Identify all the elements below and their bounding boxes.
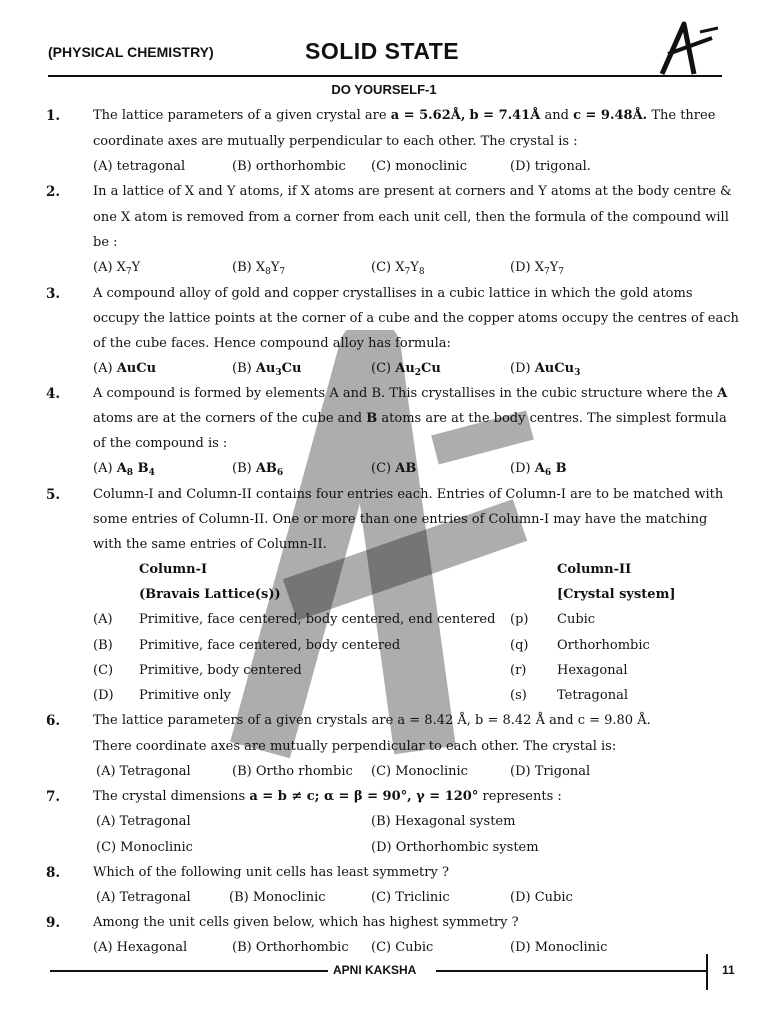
option-a: (A) Hexagonal: [93, 940, 188, 955]
option-d: (D) trigonal.: [510, 159, 591, 174]
option-c: (C) AB: [371, 461, 417, 476]
option-b: (B) Ortho rhombic: [232, 764, 353, 779]
option-b: (B) Monoclinic: [229, 890, 326, 905]
footer-vertical-bar: [706, 954, 708, 990]
question-text: occupy the lattice points at the corner of a cube and the copper atoms occupy the centres of each: [93, 311, 739, 326]
option-a: (A) tetragonal: [93, 159, 186, 174]
question-text: some entries of Column-II. One or more than one entries of Column-I may have the matching: [93, 512, 708, 527]
question-text: Which of the following unit cells has least symmetry ?: [93, 865, 449, 880]
question-number: 7.: [46, 789, 61, 805]
match-row-text: Primitive, face centered, body centered: [139, 638, 401, 653]
question-number: 9.: [46, 915, 61, 931]
option-a: (A) Tetragonal: [96, 814, 191, 829]
question-text: with the same entries of Column-II.: [93, 537, 327, 552]
option-d: (D) $A_6$ B: [510, 461, 567, 478]
option-c: (C) Triclinic: [371, 890, 450, 905]
question-text: Among the unit cells given below, which has highest symmetry ?: [93, 915, 519, 930]
match-row-text: Primitive, body centered: [139, 663, 302, 678]
match-row-value: Cubic: [557, 612, 596, 627]
match-row-label: (B): [93, 638, 113, 653]
match-row-label: (D): [93, 688, 114, 703]
question-number: 3.: [46, 286, 61, 302]
question-text: one X atom is removed from a corner from each unit cell, then the formula of the compound will: [93, 210, 729, 225]
question-text: of the compound is :: [93, 436, 228, 451]
footer-divider-right: [436, 970, 706, 972]
option-a: (A) $A_8$ $B_4$: [93, 461, 155, 478]
question-number: 2.: [46, 184, 61, 200]
option-d: (D) Monoclinic: [510, 940, 608, 955]
match-row-value: Hexagonal: [557, 663, 628, 678]
brand-logo-icon: [654, 20, 724, 76]
subject-label: (PHYSICAL CHEMISTRY): [48, 44, 214, 60]
option-d: (D) Trigonal: [510, 764, 591, 779]
option-c: (C) $Au_2Cu$: [371, 361, 441, 378]
option-b: (B) orthorhombic: [232, 159, 346, 174]
option-b: (B) $X_8Y_7$: [232, 260, 286, 277]
footer-brand: APNI KAKSHA: [333, 963, 417, 977]
column-1-subheading: (Bravais Lattice(s)): [139, 587, 281, 602]
option-b: (B) $Au_3Cu$: [232, 361, 302, 378]
match-row-key: (s): [510, 688, 527, 703]
option-c: (C) monoclinic: [371, 159, 467, 174]
question-text: be :: [93, 235, 118, 250]
match-row-key: (r): [510, 663, 527, 678]
question-text: The crystal dimensions a = b ≠ c; α = β = 90°, γ = 120° represents :: [93, 789, 562, 804]
header-divider: [48, 75, 722, 77]
column-2-subheading: [Crystal system]: [557, 587, 676, 602]
page-title: SOLID STATE: [305, 38, 460, 64]
question-number: 5.: [46, 487, 61, 503]
question-number: 6.: [46, 713, 61, 729]
match-row-label: (C): [93, 663, 114, 678]
option-b: (B) $AB_6$: [232, 461, 284, 478]
option-d: (D) $X_7Y_7$: [510, 260, 565, 277]
question-text: atoms are at the corners of the cube and B atoms are at the body centres. The simplest formula: [93, 411, 727, 426]
match-row-text: Primitive only: [139, 688, 231, 703]
question-text: A compound alloy of gold and copper crystallises in a cubic lattice in which the gold atoms: [93, 286, 693, 301]
question-text: The lattice parameters of a given crystals are a = 8.42 Å, b = 8.42 Å and c = 9.80 Å.: [93, 713, 651, 728]
option-c: (C) Monoclinic: [371, 764, 468, 779]
option-c: (C) Monoclinic: [96, 840, 193, 855]
question-text: In a lattice of X and Y atoms, if X atoms are present at corners and Y atoms at the body centre &: [93, 184, 732, 199]
option-a: (A) $X_7Y$: [93, 260, 141, 277]
option-d: (D) Orthorhombic system: [371, 840, 539, 855]
option-d: (D) AuCu$_3$: [510, 361, 581, 378]
option-c: (C) Cubic: [371, 940, 434, 955]
match-row-key: (q): [510, 638, 529, 653]
column-2-heading: Column-II: [557, 562, 632, 577]
option-a: (A) AuCu: [93, 361, 157, 376]
page-number: 11: [722, 963, 735, 977]
section-title: DO YOURSELF-1: [331, 82, 437, 97]
question-number: 4.: [46, 386, 61, 402]
option-a: (A) Tetragonal: [96, 764, 191, 779]
match-row-key: (p): [510, 612, 529, 627]
option-b: (B) Orthorhombic: [232, 940, 349, 955]
question-text: coordinate axes are mutually perpendicular to each other. The crystal is :: [93, 134, 578, 149]
column-1-heading: Column-I: [139, 562, 208, 577]
question-number: 8.: [46, 865, 61, 881]
option-a: (A) Tetragonal: [96, 890, 191, 905]
match-row-value: Orthorhombic: [557, 638, 650, 653]
question-number: 1.: [46, 108, 61, 124]
footer-divider-left: [50, 970, 328, 972]
question-text: Column-I and Column-II contains four entries each. Entries of Column-I are to be matched with: [93, 487, 724, 502]
match-row-text: Primitive, face centered, body centered, end centered: [139, 612, 496, 627]
question-text: The lattice parameters of a given crystal are a = 5.62Å, b = 7.41Å and c = 9.48Å. The three: [93, 108, 716, 123]
option-c: (C) $X_7Y_8$: [371, 260, 425, 277]
question-text: A compound is formed by elements A and B. This crystallises in the cubic structure where the A: [93, 386, 728, 401]
match-row-value: Tetragonal: [557, 688, 628, 703]
option-d: (D) Cubic: [510, 890, 573, 905]
match-row-label: (A): [93, 612, 113, 627]
option-b: (B) Hexagonal system: [371, 814, 516, 829]
question-text: There coordinate axes are mutually perpendicular to each other. The crystal is:: [93, 739, 617, 754]
question-text: of the cube faces. Hence compound alloy has formula:: [93, 336, 451, 351]
